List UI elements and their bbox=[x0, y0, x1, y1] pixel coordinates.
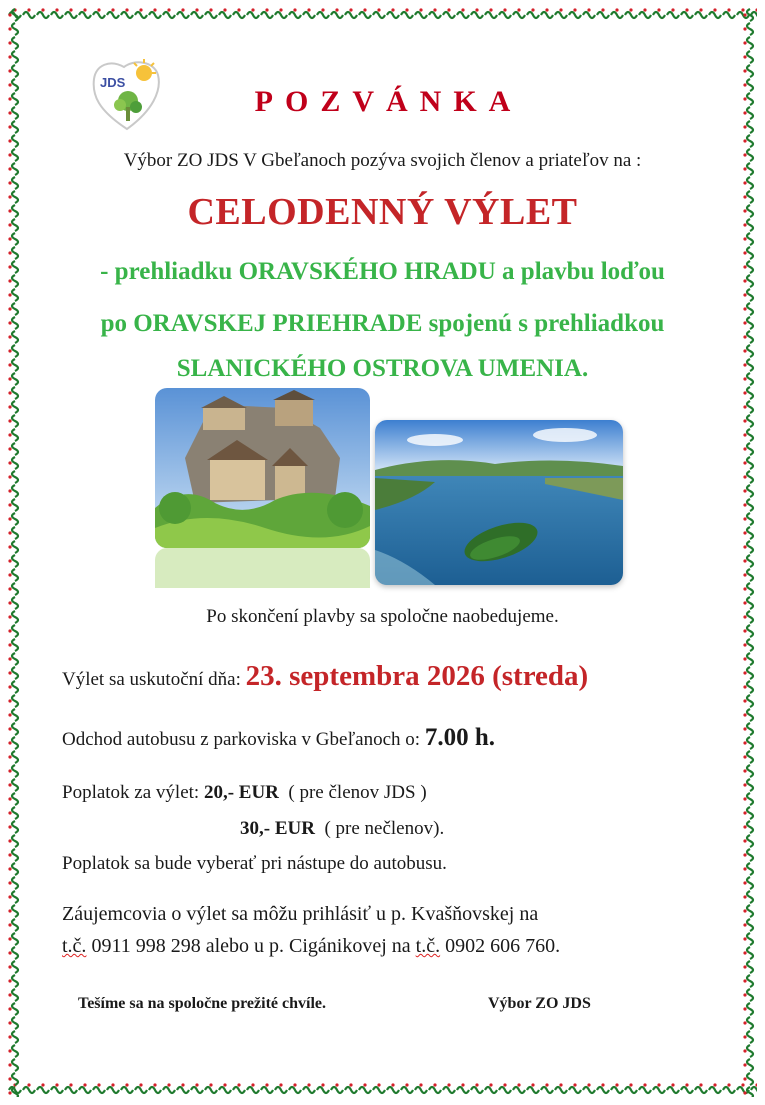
fee-members-amount: 20,- EUR bbox=[203, 782, 279, 803]
program-line-3: SLANICKÉHO OSTROVA UMENIA. bbox=[176, 355, 589, 382]
lunch-note: Po skončení plavby sa spoločne naobedujeme. bbox=[206, 606, 559, 627]
contact-line-2-mid: 0911 998 298 alebo u p. Cigánikovej na bbox=[86, 935, 416, 957]
program-line-1: - prehliadku ORAVSKÉHO HRADU a plavbu loďou bbox=[100, 258, 665, 285]
phone-abbrev-1: t.č. bbox=[62, 935, 87, 957]
bus-departure-line bbox=[62, 724, 495, 752]
fee-others-line bbox=[240, 818, 444, 840]
intro-text: Výbor ZO JDS V Gbeľanoch pozýva svojich členov a priateľov na : bbox=[123, 150, 642, 171]
footer-greeting: Tešíme sa na spoločne prežité chvíle. bbox=[78, 995, 326, 1012]
fee-collection-note: Poplatok sa bude vyberať pri nástupe do autobusu. bbox=[62, 853, 447, 874]
fee-others-amount: 30,- EUR bbox=[240, 818, 315, 839]
page-title: POZVÁNKA bbox=[254, 85, 523, 118]
castle-photo-reflection bbox=[155, 548, 370, 588]
holly-border-bottom bbox=[8, 1081, 757, 1099]
departure-time: 7.00 h. bbox=[424, 724, 495, 751]
trip-date: 23. septembra 2026 (streda) bbox=[245, 660, 589, 692]
fee-others-note: ( pre nečlenov). bbox=[314, 818, 445, 839]
date-line bbox=[62, 660, 588, 693]
fee-prefix: Poplatok za výlet: bbox=[62, 782, 204, 803]
contact-info bbox=[62, 898, 682, 962]
logo-text: JDS bbox=[100, 75, 126, 90]
holly-border-top bbox=[8, 6, 757, 24]
date-prefix: Výlet sa uskutoční dňa: bbox=[62, 669, 246, 690]
contact-line-2-end: 0902 606 760. bbox=[440, 935, 561, 957]
castle-photo bbox=[155, 388, 370, 548]
fee-members-note: ( pre členov JDS ) bbox=[278, 782, 427, 803]
contact-line-1: Záujemcovia o výlet sa môžu prihlásiť u p. Kvašňovskej na bbox=[62, 903, 539, 925]
contact-line-2 bbox=[62, 930, 682, 962]
bus-prefix: Odchod autobusu z parkoviska v Gbeľanoch o: bbox=[62, 729, 425, 750]
program-line-2: po ORAVSKEJ PRIEHRADE spojenú s prehliadkou bbox=[100, 310, 665, 337]
trip-title: CELODENNÝ VÝLET bbox=[187, 191, 578, 233]
lake-photo bbox=[375, 420, 623, 585]
phone-abbrev-2: t.č. bbox=[415, 935, 441, 957]
footer-signature: Výbor ZO JDS bbox=[488, 995, 591, 1012]
fee-members-line bbox=[62, 782, 427, 804]
